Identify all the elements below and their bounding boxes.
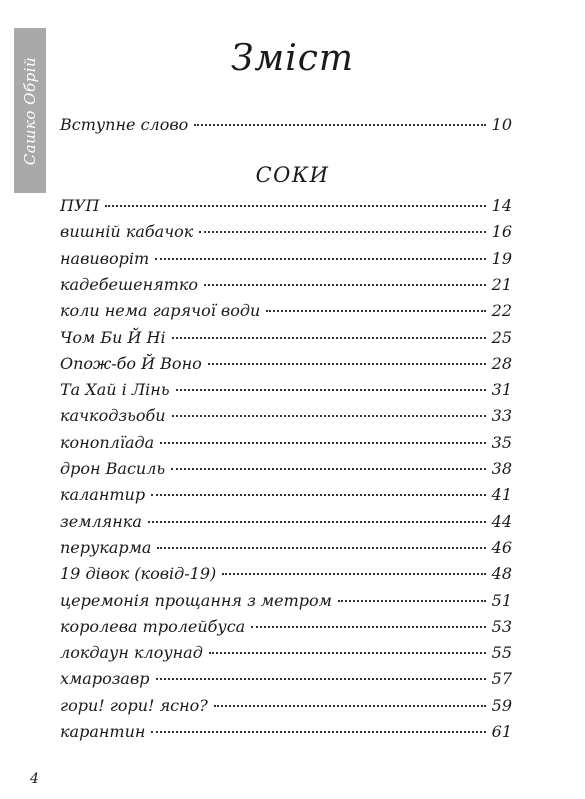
toc-entry-page: 38 — [491, 459, 512, 478]
dot-leader — [214, 705, 486, 707]
toc-entry-page: 31 — [491, 380, 512, 400]
toc-entry[interactable] — [60, 222, 512, 242]
toc-entry-page: 46 — [491, 537, 512, 557]
dot-leader — [208, 363, 486, 365]
toc-entry-label: Опож-бо Й Воно — [60, 353, 202, 373]
toc-entry-label: Вступне слово — [60, 115, 189, 134]
toc-entry[interactable] — [60, 249, 512, 269]
toc-entry-label: калантир — [60, 485, 146, 505]
dot-leader — [151, 731, 485, 733]
dot-leader — [209, 652, 486, 654]
toc-entry-page: 10 — [491, 115, 512, 134]
toc-entry-page: 19 — [491, 248, 512, 268]
toc-entry[interactable] — [60, 538, 512, 558]
dot-leader — [105, 205, 485, 207]
toc-entry-label: церемонія прощання з метром — [60, 590, 332, 610]
dot-leader — [157, 547, 485, 549]
toc-entry-page: 25 — [491, 327, 512, 347]
toc-entry[interactable] — [60, 354, 512, 374]
page-number: 4 — [30, 771, 39, 787]
toc-entry-label: 19 дівок (ковід-19) — [60, 564, 217, 584]
toc-entry-page: 51 — [491, 590, 512, 610]
section-heading: СОКИ — [255, 163, 330, 187]
toc-entry[interactable] — [60, 591, 512, 611]
toc-entry[interactable] — [60, 301, 512, 321]
page-title: Зміст — [230, 38, 355, 79]
toc-entry-label: навиворіт — [60, 248, 150, 268]
dot-leader — [338, 600, 486, 602]
dot-leader — [151, 494, 486, 496]
toc-entry-page: 22 — [491, 301, 512, 321]
toc-entry-page: 16 — [491, 222, 512, 242]
toc-entry-page: 21 — [491, 274, 512, 294]
toc-entry-label: карантин — [60, 722, 146, 741]
toc-entry-page: 61 — [491, 722, 512, 741]
toc-entry-page: 44 — [491, 511, 512, 531]
toc-entry-label: коноплїада — [60, 432, 155, 452]
dot-leader — [148, 521, 486, 523]
toc-entry[interactable] — [60, 196, 512, 216]
dot-leader — [176, 389, 486, 391]
dot-leader — [160, 442, 485, 444]
dot-leader — [172, 337, 486, 339]
dot-leader — [172, 415, 486, 417]
toc-entry[interactable] — [60, 406, 512, 426]
toc-entry-label: вишній кабачок — [60, 222, 194, 242]
toc-entry[interactable] — [60, 275, 512, 295]
toc-entry-label: Чом Би Й Ні — [60, 327, 166, 347]
toc-entry[interactable] — [60, 696, 512, 716]
toc-entry[interactable] — [60, 459, 512, 479]
toc-entry[interactable] — [60, 485, 512, 505]
toc-entry-label: Та Хай і Лінь — [60, 380, 170, 400]
toc-entry-label: качкодзьоби — [60, 406, 166, 426]
toc-entry[interactable] — [60, 433, 512, 453]
toc-entry-page: 41 — [491, 485, 512, 505]
toc-entry-page: 33 — [491, 406, 512, 426]
toc-entry-page: 53 — [491, 616, 512, 636]
toc-entry-page: 14 — [491, 196, 512, 215]
dot-leader — [155, 258, 485, 260]
author-name: Сашко Обрій — [21, 56, 39, 165]
toc-entry[interactable] — [60, 564, 512, 584]
toc-entry[interactable] — [60, 669, 512, 689]
toc-entry-page: 59 — [491, 695, 512, 715]
toc-entry-label: кадебешенятко — [60, 274, 199, 294]
toc-entry-label: коли нема гарячої води — [60, 301, 261, 321]
toc-entry-label: локдаун клоунад — [60, 643, 203, 663]
dot-leader — [204, 284, 486, 286]
dot-leader — [194, 124, 485, 126]
toc-entry-label: дрон Василь — [60, 459, 166, 478]
toc-entry-label: гори! гори! ясно? — [60, 695, 208, 715]
toc-entry[interactable] — [60, 512, 512, 532]
toc-entry[interactable] — [60, 722, 512, 742]
toc-entry[interactable] — [60, 380, 512, 400]
toc-entry-intro[interactable] — [60, 115, 512, 135]
toc-entry[interactable] — [60, 643, 512, 663]
dot-leader — [251, 626, 485, 628]
toc-entry-label: королева тролейбуса — [60, 616, 246, 636]
toc-entry-page: 55 — [491, 643, 512, 663]
toc-entry-label: хмарозавр — [60, 669, 150, 689]
toc-entry-page: 28 — [491, 353, 512, 373]
toc-entry-page: 57 — [491, 669, 512, 689]
dot-leader — [222, 573, 485, 575]
toc-entry-label: ПУП — [60, 196, 100, 215]
dot-leader — [266, 310, 485, 312]
toc-entry-label: перукарма — [60, 537, 152, 557]
toc-entry-page: 48 — [491, 564, 512, 584]
toc-entry-page: 35 — [491, 432, 512, 452]
toc-entry[interactable] — [60, 328, 512, 348]
dot-leader — [171, 468, 486, 470]
toc-entry-label: землянка — [60, 511, 142, 531]
dot-leader — [156, 678, 486, 680]
toc-entry[interactable] — [60, 617, 512, 637]
dot-leader — [199, 231, 485, 233]
